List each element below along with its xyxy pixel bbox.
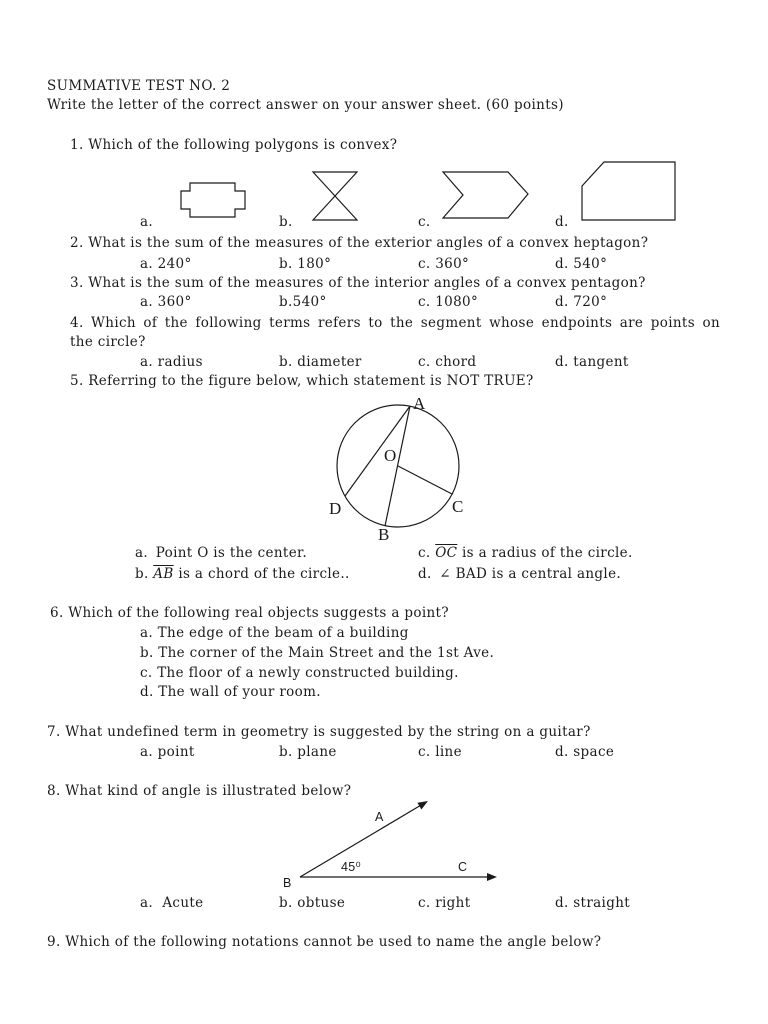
choice-letter: d. (418, 566, 432, 582)
choice-text: ∠ BAD is a central angle. (439, 566, 622, 582)
question-7-choice-a: a. point (140, 744, 195, 760)
choice-letter: c. (418, 545, 431, 561)
question-4-choice-c: c. chord (418, 354, 477, 370)
point-c-label: C (452, 497, 464, 516)
question-5-circle-figure (0, 385, 768, 545)
radius-oc-line (398, 466, 452, 494)
point-c-label: C (458, 860, 468, 874)
question-3-choice-d: d. 720° (555, 294, 608, 310)
question-1-choice-b: b. (279, 214, 293, 230)
point-b-label: B (378, 525, 390, 544)
question-2-choice-c: c. 360° (418, 256, 470, 272)
notched-cross-polygon (181, 183, 245, 217)
cut-corner-pentagon (582, 162, 675, 220)
question-4-choice-a: a. radius (140, 354, 203, 370)
test-instructions: Write the letter of the correct answer on your answer sheet. (60 points) (47, 97, 564, 113)
point-d-label: D (329, 499, 342, 518)
question-7-choice-d: d. space (555, 744, 615, 760)
question-2-choice-b: b. 180° (279, 256, 332, 272)
test-title: SUMMATIVE TEST NO. 2 (47, 78, 231, 94)
question-8-stem: 8. What kind of angle is illustrated below? (47, 783, 352, 799)
question-7-choice-b: b. plane (279, 744, 337, 760)
question-6-choice-c: c. The floor of a newly constructed building. (140, 665, 459, 681)
question-1-stem: 1. Which of the following polygons is convex? (70, 137, 398, 153)
question-4-stem-line-1: 4. Which of the following terms refers to the segment whose endpoints are points on (70, 315, 720, 331)
question-6-stem: 6. Which of the following real objects suggests a point? (50, 605, 449, 621)
segment-notation: $\overline{AB}$ (153, 566, 174, 582)
choice-letter: a. (135, 545, 149, 561)
question-4-choice-d: d. tangent (555, 354, 629, 370)
question-2-choice-a: a. 240° (140, 256, 192, 272)
question-1-polygon-figures (0, 150, 768, 230)
point-a-label: A (375, 810, 384, 824)
question-4-choice-b: b. diameter (279, 354, 362, 370)
question-5-choice-b (135, 565, 350, 583)
point-o-label: O (384, 446, 397, 465)
bowtie-polygon (313, 172, 357, 220)
ray-ba-arrowhead (417, 801, 428, 810)
question-8-choice-a: a. Acute (140, 895, 204, 911)
question-8-choice-c: c. right (418, 895, 471, 911)
choice-text: is a radius of the circle. (461, 545, 633, 561)
question-3-stem: 3. What is the sum of the measures of the interior angles of a convex pentagon? (70, 275, 646, 291)
question-2-stem: 2. What is the sum of the measures of the exterior angles of a convex heptagon? (70, 235, 649, 251)
question-8-angle-figure (0, 795, 768, 895)
choice-text: Point O is the center. (155, 545, 308, 561)
question-7-stem: 7. What undefined term in geometry is suggested by the string on a guitar? (47, 724, 591, 740)
question-1-choice-d: d. (555, 214, 569, 230)
segment-notation: $\overline{OC}$ (435, 545, 458, 561)
chevron-polygon (443, 172, 528, 218)
question-3-choice-c: c. 1080° (418, 294, 479, 310)
question-8-choice-d: d. straight (555, 895, 631, 911)
question-3-choice-b: b.540° (279, 294, 327, 310)
question-5-choice-d (418, 565, 621, 583)
choice-letter: b. (135, 566, 149, 582)
angle-measure-label: 45⁰ (341, 860, 361, 874)
question-1-choice-c: c. (418, 214, 431, 230)
question-5-stem: 5. Referring to the figure below, which statement is NOT TRUE? (70, 373, 534, 389)
question-8-choice-b: b. obtuse (279, 895, 346, 911)
choice-text: is a chord of the circle.. (178, 566, 350, 582)
ray-bc-arrowhead (487, 873, 497, 881)
question-6-choice-d: d. The wall of your room. (140, 684, 321, 700)
question-1-choice-a: a. (140, 214, 154, 230)
question-2-choice-d: d. 540° (555, 256, 608, 272)
question-6-choice-b: b. The corner of the Main Street and the 1st Ave. (140, 645, 495, 661)
question-5-choice-a (135, 544, 307, 562)
point-a-label: A (413, 394, 426, 413)
question-9-stem: 9. Which of the following notations cannot be used to name the angle below? (47, 934, 602, 950)
question-6-choice-a: a. The edge of the beam of a building (140, 625, 409, 641)
question-7-choice-c: c. line (418, 744, 462, 760)
question-3-choice-a: a. 360° (140, 294, 192, 310)
question-5-choice-c (418, 544, 633, 562)
point-b-label: B (283, 876, 292, 890)
question-4-stem-line-2: the circle? (70, 334, 146, 350)
